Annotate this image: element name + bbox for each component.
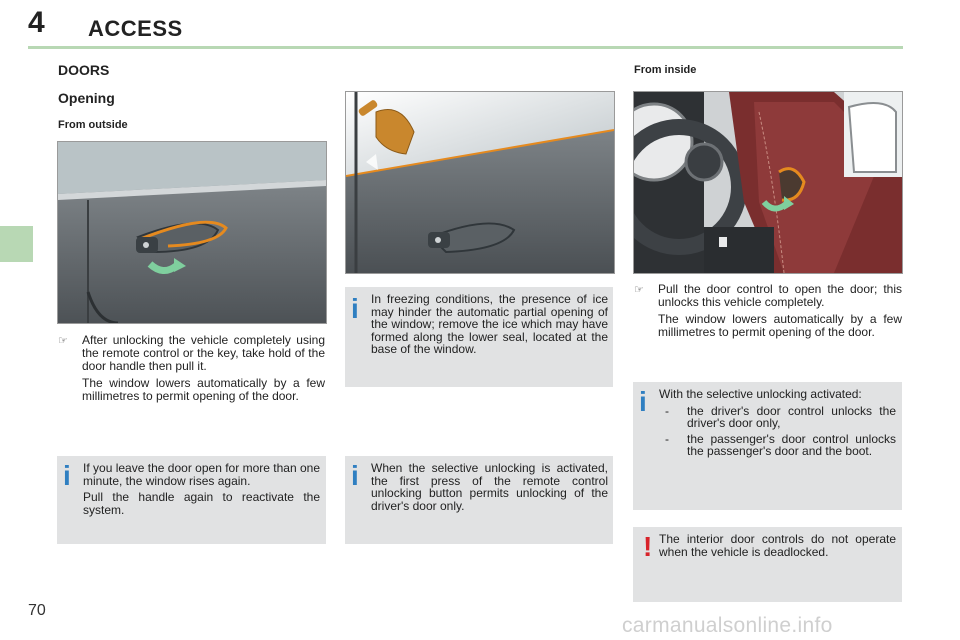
outside-note: The window lowers automatically by a few millimetres to permit opening of the door. [82, 376, 325, 403]
warning-box-deadlocked [633, 527, 902, 602]
info-icon: i [639, 386, 647, 417]
selective-item-driver: the driver's door control unlocks the driver's door only, [687, 403, 896, 430]
outside-instructions [58, 334, 325, 407]
list-item [659, 405, 896, 430]
page-number: 70 [28, 602, 46, 619]
inside-note: The window lowers automatically by a few millimetres to permit opening of the door. [658, 312, 902, 339]
selective-item-passenger: the passenger's door control unlocks the passenger's door and the boot. [687, 431, 896, 458]
bullet-icon: ☞ [58, 335, 68, 347]
section-title: DOORS [58, 62, 110, 78]
info-box-selective-inside [633, 382, 902, 510]
header-rule [28, 46, 903, 49]
inside-instructions [634, 283, 902, 343]
dash-marker: - [665, 431, 669, 446]
section-subtitle: Opening [58, 90, 115, 106]
info-box-selective-remote [345, 456, 613, 544]
chapter-side-tab [0, 226, 33, 262]
outside-door-handle-illustration [57, 141, 327, 324]
chapter-title: ACCESS [88, 16, 183, 41]
dash-marker: - [665, 403, 669, 418]
watermark: carmanualsonline.info [622, 614, 833, 637]
info-icon: i [63, 460, 71, 491]
selective-intro: With the selective unlocking activated: [659, 387, 862, 401]
outside-step: After unlocking the vehicle completely using the remote control or the key, take hold of the door handle then pull it. [82, 333, 325, 373]
info-box-freezing [345, 287, 613, 387]
freezing-window-illustration [345, 91, 615, 274]
list-item [659, 433, 896, 458]
info-box-door-open [57, 456, 326, 544]
from-inside-heading: From inside [634, 64, 697, 76]
info-selective-remote-text: When the selective unlocking is activated, the first press of the remote control unlocking button permits unlocking of the driver's door only. [371, 461, 608, 513]
from-outside-heading: From outside [58, 119, 128, 131]
bullet-icon: ☞ [634, 284, 644, 296]
inside-door-control-illustration [633, 91, 903, 274]
warning-icon: ! [643, 531, 653, 562]
info-freezing-text: In freezing conditions, the presence of ice may hinder the automatic partial opening of the window; remove the ice which may have formed along the lower seal, located at the base of the window. [371, 292, 608, 356]
info-door-open-text: If you leave the door open for more than one minute, the window rises again. [83, 461, 320, 488]
warning-deadlocked-text: The interior door controls do not operate when the vehicle is deadlocked. [659, 532, 896, 559]
info-icon: i [351, 460, 359, 491]
inside-step: Pull the door control to open the door; this unlocks this vehicle completely. [658, 282, 902, 309]
chapter-number: 4 [28, 6, 45, 39]
info-icon: i [351, 293, 359, 324]
info-door-reactivate-text: Pull the handle again to reactivate the system. [83, 490, 320, 517]
